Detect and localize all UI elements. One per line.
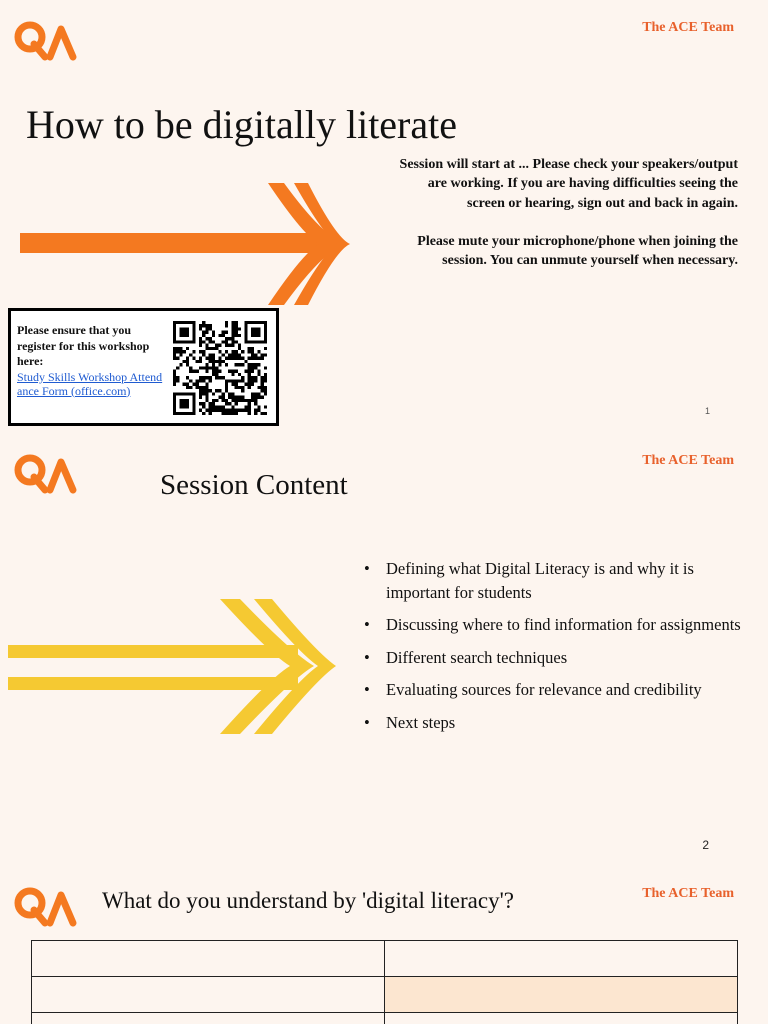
team-label: The ACE Team — [642, 453, 734, 468]
table-row — [32, 941, 738, 977]
qa-logo-icon — [12, 450, 78, 496]
team-label: The ACE Team — [642, 886, 734, 901]
table-cell[interactable] — [385, 941, 738, 977]
orange-arrow-icon — [20, 183, 350, 305]
registration-text: Please ensure that you register for this workshop here: — [17, 323, 150, 368]
list-item: • Defining what Digital Literacy is and why it is important for students — [362, 557, 757, 604]
slide-1 — [0, 0, 768, 433]
table-cell[interactable] — [385, 977, 738, 1013]
team-label: The ACE Team — [642, 20, 734, 35]
slide-title: What do you understand by 'digital literacy'? — [102, 888, 514, 913]
slide-3 — [0, 866, 768, 1024]
slide-2 — [0, 433, 768, 866]
table-cell[interactable] — [32, 941, 385, 977]
session-notice — [388, 155, 738, 270]
list-item: • Evaluating sources for relevance and credibility — [362, 678, 757, 702]
session-content-list — [362, 557, 757, 743]
list-item: • Discussing where to find information for assignments — [362, 613, 757, 637]
yellow-arrow-icon — [8, 599, 338, 734]
page-number: 1 — [704, 406, 710, 416]
slide-title: How to be digitally literate — [26, 102, 457, 147]
qa-logo-icon — [12, 17, 78, 63]
qa-logo-icon — [12, 883, 78, 929]
notice-paragraph: Please mute your microphone/phone when joining the session. You can unmute yourself when necessary. — [417, 233, 738, 269]
registration-box — [8, 308, 279, 426]
table-cell[interactable] — [32, 977, 385, 1013]
table-row — [32, 1013, 738, 1024]
list-item: • Different search techniques — [362, 646, 757, 670]
notice-paragraph: Session will start at ... Please check your speakers/output are working. If you are having difficulties seeing the screen or hearing, sign out and back in again. — [399, 157, 738, 211]
response-table — [31, 940, 738, 1024]
page-number: 2 — [702, 838, 709, 852]
qr-code-icon[interactable] — [173, 321, 267, 415]
slide-title: Session Content — [160, 469, 348, 501]
table-row — [32, 977, 738, 1013]
registration-link[interactable]: Study Skills Workshop Attendance Form (office.com) — [17, 370, 163, 398]
table-cell[interactable] — [385, 1013, 738, 1024]
table-cell[interactable] — [32, 1013, 385, 1024]
list-item: • Next steps — [362, 711, 757, 735]
